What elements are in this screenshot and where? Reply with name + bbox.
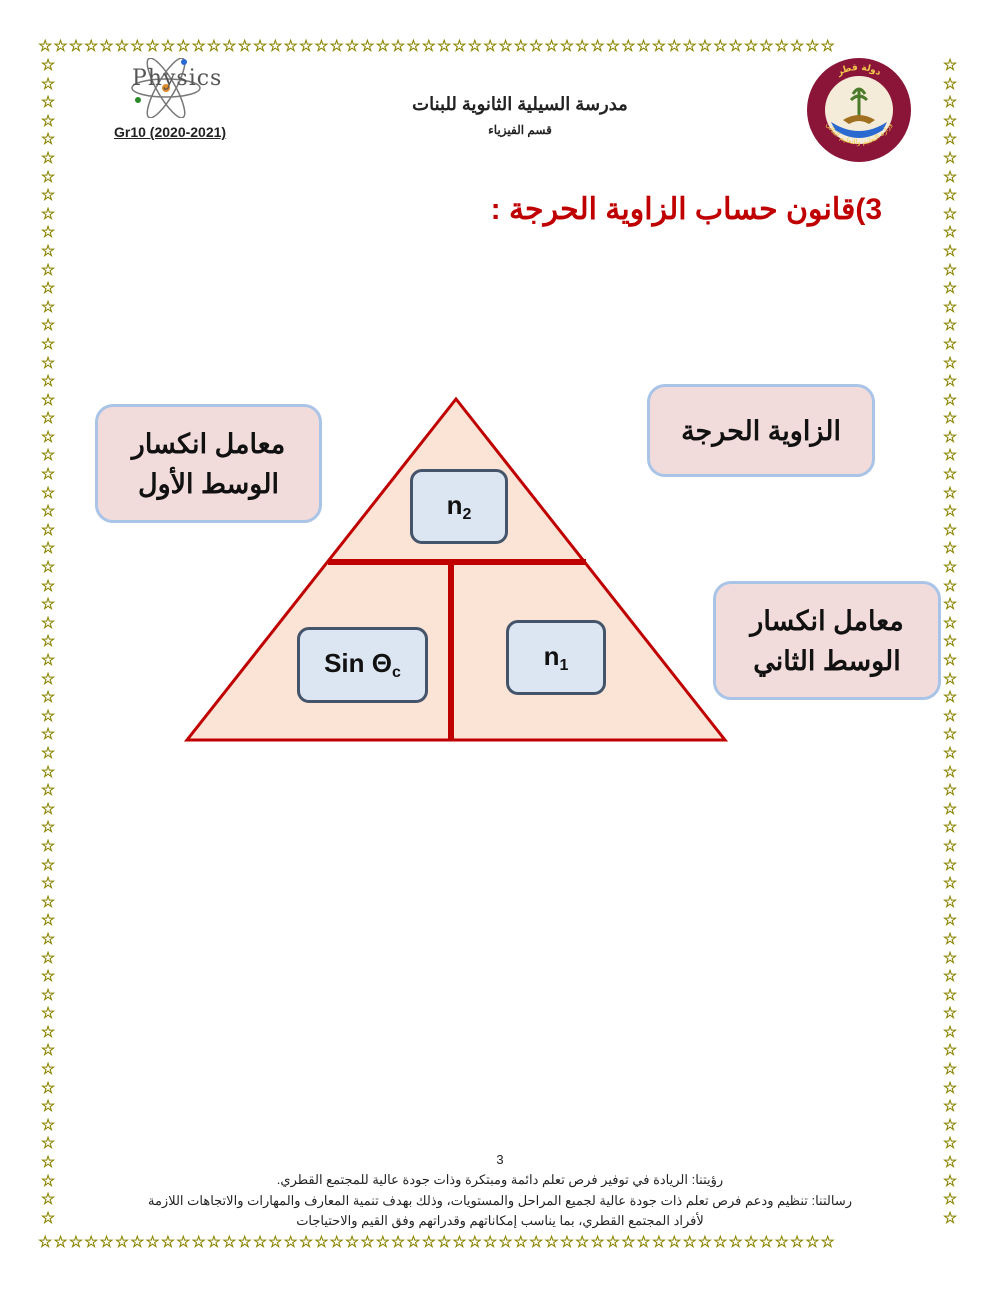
- star-icon: ☆: [40, 1003, 56, 1023]
- star-icon: ☆: [145, 36, 161, 55]
- star-icon: ☆: [942, 594, 958, 614]
- star-icon: ☆: [314, 36, 330, 55]
- sin-theta-c-box: [297, 627, 428, 703]
- star-icon: ☆: [40, 482, 56, 502]
- star-icon: ☆: [789, 1232, 806, 1251]
- star-icon: ☆: [40, 333, 56, 353]
- star-icon: ☆: [53, 36, 69, 55]
- star-icon: ☆: [329, 1232, 345, 1251]
- star-icon: ☆: [942, 1077, 958, 1097]
- star-icon: ☆: [283, 36, 299, 55]
- footer-mission-line2: لأفراد المجتمع القطري، بما يناسب إمكاناتهم وقدراتهم وفق القيم والاحتياجات: [296, 1213, 704, 1228]
- star-icon: ☆: [40, 780, 56, 800]
- star-icon: ☆: [40, 426, 56, 446]
- star-icon: ☆: [942, 166, 958, 186]
- star-icon: ☆: [314, 1232, 330, 1251]
- star-icon: ☆: [40, 73, 56, 93]
- star-icon: ☆: [820, 1232, 836, 1251]
- n1-variable: $n_1$: [543, 640, 569, 674]
- star-icon: ☆: [40, 1133, 56, 1153]
- star-icon: ☆: [942, 110, 958, 130]
- star-icon: ☆: [605, 1232, 622, 1251]
- star-icon: ☆: [942, 1189, 958, 1209]
- star-icon: ☆: [40, 910, 56, 930]
- star-icon: ☆: [360, 36, 376, 55]
- star-icon: ☆: [467, 1232, 483, 1251]
- star-icon: ☆: [942, 612, 958, 632]
- star-icon: ☆: [621, 1232, 637, 1251]
- star-icon: ☆: [544, 1232, 560, 1251]
- star-icon: ☆: [942, 947, 958, 967]
- star-icon: ☆: [40, 110, 56, 130]
- star-icon: ☆: [237, 36, 253, 55]
- star-icon: ☆: [40, 835, 56, 855]
- star-icon: ☆: [298, 36, 315, 55]
- star-icon: ☆: [942, 147, 958, 167]
- star-icon: ☆: [942, 1152, 958, 1172]
- star-icon: ☆: [636, 36, 652, 55]
- star-icon: ☆: [743, 36, 760, 55]
- star-icon: ☆: [743, 1232, 760, 1251]
- star-icon: ☆: [40, 464, 56, 484]
- star-icon: ☆: [68, 36, 85, 55]
- star-icon: ☆: [40, 594, 56, 614]
- star-icon: ☆: [206, 36, 223, 55]
- star-icon: ☆: [575, 1232, 591, 1251]
- second-medium-line2: الوسط الثاني: [753, 645, 901, 676]
- first-medium-line1: معامل انكسار: [131, 428, 286, 459]
- star-icon: ☆: [942, 333, 958, 353]
- star-icon: ☆: [942, 129, 958, 149]
- star-icon: ☆: [942, 538, 958, 558]
- star-icon: ☆: [636, 1232, 652, 1251]
- star-icon: ☆: [40, 240, 56, 260]
- star-icon: ☆: [942, 296, 958, 316]
- star-icon: ☆: [38, 36, 54, 55]
- star-icon: ☆: [942, 56, 958, 74]
- star-icon: ☆: [40, 203, 56, 223]
- star-icon: ☆: [942, 1170, 958, 1190]
- star-icon: ☆: [252, 36, 269, 55]
- star-icon: ☆: [942, 966, 958, 986]
- star-icon: ☆: [130, 36, 146, 55]
- star-icon: ☆: [942, 631, 958, 651]
- star-icon: ☆: [40, 557, 56, 577]
- seal-top-text: دولة قطر: [835, 62, 883, 79]
- star-icon: ☆: [40, 854, 56, 874]
- star-icon: ☆: [40, 1152, 56, 1172]
- star-icon: ☆: [344, 1232, 361, 1251]
- star-icon: ☆: [942, 650, 958, 669]
- star-icon: ☆: [99, 36, 115, 55]
- star-icon: ☆: [513, 36, 529, 55]
- star-icon: ☆: [40, 724, 56, 744]
- star-icon: ☆: [252, 1232, 269, 1251]
- department-name: قسم الفيزياء: [488, 123, 552, 137]
- star-icon: ☆: [40, 371, 56, 391]
- star-icon: ☆: [436, 36, 453, 55]
- star-icon: ☆: [40, 296, 56, 316]
- star-icon: ☆: [40, 1040, 56, 1060]
- star-icon: ☆: [942, 445, 958, 465]
- star-icon: ☆: [298, 1232, 315, 1251]
- star-icon: ☆: [942, 1133, 958, 1153]
- star-icon: ☆: [191, 1232, 207, 1251]
- star-icon: ☆: [667, 1232, 683, 1251]
- star-icon: ☆: [942, 835, 958, 855]
- star-icon: ☆: [40, 631, 56, 651]
- star-icon: ☆: [682, 36, 698, 55]
- star-icon: ☆: [40, 445, 56, 465]
- star-icon: ☆: [40, 1170, 56, 1190]
- star-icon: ☆: [697, 1232, 714, 1251]
- star-icon: ☆: [40, 575, 56, 595]
- star-icon: ☆: [942, 259, 958, 279]
- star-icon: ☆: [40, 147, 56, 167]
- star-icon: ☆: [436, 1232, 453, 1251]
- second-medium-line1: معامل انكسار: [750, 605, 904, 636]
- star-icon: ☆: [40, 873, 56, 893]
- critical-angle-text: الزاوية الحرجة: [681, 415, 841, 446]
- star-icon: ☆: [942, 1059, 958, 1079]
- star-icon: ☆: [40, 1096, 56, 1116]
- star-icon: ☆: [805, 1232, 821, 1251]
- star-icon: ☆: [820, 36, 836, 55]
- star-icon: ☆: [942, 501, 958, 521]
- star-icon: ☆: [529, 36, 545, 55]
- star-icon: ☆: [942, 1003, 958, 1023]
- star-icon: ☆: [114, 1232, 131, 1251]
- star-icon: ☆: [40, 92, 56, 112]
- star-icon: ☆: [40, 668, 56, 688]
- star-icon: ☆: [40, 1059, 56, 1079]
- star-icon: ☆: [667, 36, 683, 55]
- star-icon: ☆: [40, 259, 56, 279]
- footer-vision: رؤيتنا: الريادة في توفير فرص تعلم دائمة ومبتكرة وذات جودة عالية للمجتمع القطري.: [276, 1172, 724, 1187]
- star-icon: ☆: [268, 1232, 284, 1251]
- star-icon: ☆: [942, 817, 958, 837]
- star-icon: ☆: [942, 240, 958, 260]
- grade-label: Gr10 (2020-2021): [114, 124, 227, 140]
- star-icon: ☆: [942, 426, 958, 446]
- star-icon: ☆: [942, 724, 958, 744]
- star-icon: ☆: [360, 1232, 376, 1251]
- star-icon: ☆: [942, 928, 958, 948]
- page-number: 3: [496, 1152, 504, 1167]
- star-icon: ☆: [40, 928, 56, 948]
- star-icon: ☆: [344, 36, 361, 55]
- star-icon: ☆: [84, 1232, 100, 1251]
- star-icon: ☆: [191, 36, 207, 55]
- star-icon: ☆: [68, 1232, 85, 1251]
- star-icon: ☆: [99, 1232, 115, 1251]
- star-icon: ☆: [145, 1232, 161, 1251]
- star-icon: ☆: [53, 1232, 69, 1251]
- star-icon: ☆: [942, 464, 958, 484]
- star-icon: ☆: [390, 36, 407, 55]
- star-icon: ☆: [283, 1232, 299, 1251]
- star-icon: ☆: [40, 501, 56, 521]
- star-icon: ☆: [40, 1077, 56, 1097]
- star-icon: ☆: [467, 36, 483, 55]
- star-icon: ☆: [40, 966, 56, 986]
- star-icon: ☆: [942, 203, 958, 223]
- star-icon: ☆: [942, 984, 958, 1004]
- star-icon: ☆: [40, 984, 56, 1004]
- star-icon: ☆: [942, 389, 958, 409]
- star-icon: ☆: [452, 1232, 468, 1251]
- star-icon: ☆: [40, 761, 56, 781]
- star-icon: ☆: [421, 36, 437, 55]
- star-icon: ☆: [40, 408, 56, 428]
- star-icon: ☆: [774, 36, 790, 55]
- star-icon: ☆: [942, 408, 958, 428]
- star-icon: ☆: [406, 36, 422, 55]
- star-icon: ☆: [728, 1232, 744, 1251]
- star-icon: ☆: [575, 36, 591, 55]
- star-icon: ☆: [713, 36, 729, 55]
- star-icon: ☆: [942, 891, 958, 911]
- star-icon: ☆: [176, 36, 192, 55]
- star-icon: ☆: [942, 705, 958, 725]
- star-icon: ☆: [40, 650, 56, 669]
- star-icon: ☆: [114, 36, 131, 55]
- n2-variable: $n_2$: [446, 489, 472, 523]
- star-icon: ☆: [942, 1040, 958, 1060]
- star-icon: ☆: [942, 1207, 958, 1227]
- star-icon: ☆: [942, 222, 958, 242]
- star-icon: ☆: [40, 1189, 56, 1209]
- star-icon: ☆: [942, 352, 958, 372]
- star-icon: ☆: [621, 36, 637, 55]
- star-icon: ☆: [160, 36, 177, 55]
- star-icon: ☆: [590, 36, 606, 55]
- star-icon: ☆: [942, 557, 958, 577]
- star-icon: ☆: [942, 73, 958, 93]
- star-icon: ☆: [942, 92, 958, 112]
- section-heading: 3)قانون حساب الزاوية الحرجة :: [490, 193, 882, 226]
- star-icon: ☆: [329, 36, 345, 55]
- star-icon: ☆: [482, 36, 499, 55]
- star-icon: ☆: [40, 222, 56, 242]
- star-icon: ☆: [40, 1021, 56, 1041]
- star-icon: ☆: [40, 1114, 56, 1134]
- star-icon: ☆: [406, 1232, 422, 1251]
- star-icon: ☆: [40, 56, 56, 74]
- star-icon: ☆: [759, 1232, 775, 1251]
- star-icon: ☆: [942, 278, 958, 298]
- star-icon: ☆: [513, 1232, 529, 1251]
- star-icon: ☆: [774, 1232, 790, 1251]
- star-icon: ☆: [605, 36, 622, 55]
- star-icon: ☆: [942, 185, 958, 205]
- first-medium-line2: الوسط الأول: [138, 468, 279, 499]
- star-icon: ☆: [40, 612, 56, 632]
- star-icon: ☆: [942, 371, 958, 391]
- star-icon: ☆: [40, 185, 56, 205]
- star-icon: ☆: [40, 705, 56, 725]
- star-icon: ☆: [942, 668, 958, 688]
- star-icon: ☆: [942, 519, 958, 539]
- star-icon: ☆: [40, 129, 56, 149]
- star-icon: ☆: [942, 315, 958, 335]
- star-icon: ☆: [529, 1232, 545, 1251]
- star-icon: ☆: [942, 910, 958, 930]
- star-icon: ☆: [651, 36, 668, 55]
- star-icon: ☆: [176, 1232, 192, 1251]
- star-icon: ☆: [805, 36, 821, 55]
- star-icon: ☆: [40, 817, 56, 837]
- n1-box: [506, 620, 606, 695]
- star-icon: ☆: [40, 891, 56, 911]
- star-icon: ☆: [682, 1232, 698, 1251]
- star-icon: ☆: [713, 1232, 729, 1251]
- star-icon: ☆: [40, 538, 56, 558]
- star-icon: ☆: [40, 947, 56, 967]
- star-icon: ☆: [222, 1232, 238, 1251]
- star-icon: ☆: [375, 1232, 391, 1251]
- star-icon: ☆: [482, 1232, 499, 1251]
- star-icon: ☆: [789, 36, 806, 55]
- star-icon: ☆: [40, 278, 56, 298]
- star-icon: ☆: [375, 36, 391, 55]
- star-icon: ☆: [942, 1021, 958, 1041]
- star-icon: ☆: [40, 519, 56, 539]
- star-icon: ☆: [206, 1232, 223, 1251]
- star-icon: ☆: [498, 1232, 514, 1251]
- school-name: مدرسة السيلية الثانوية للبنات: [412, 94, 628, 114]
- star-icon: ☆: [942, 1096, 958, 1116]
- star-icon: ☆: [130, 1232, 146, 1251]
- star-icon: ☆: [651, 1232, 668, 1251]
- star-icon: ☆: [942, 687, 958, 707]
- star-icon: ☆: [697, 36, 714, 55]
- star-icon: ☆: [942, 798, 958, 818]
- n2-box: [410, 469, 508, 544]
- star-icon: ☆: [390, 1232, 407, 1251]
- star-icon: ☆: [40, 389, 56, 409]
- star-icon: ☆: [498, 36, 514, 55]
- star-icon: ☆: [942, 1114, 958, 1134]
- star-icon: ☆: [942, 873, 958, 893]
- star-icon: ☆: [84, 36, 100, 55]
- star-icon: ☆: [40, 166, 56, 186]
- star-icon: ☆: [40, 742, 56, 762]
- star-icon: ☆: [590, 1232, 606, 1251]
- seal-bottom-text: وزارة التعليم والتعليم العالي: [824, 121, 894, 147]
- star-icon: ☆: [942, 742, 958, 762]
- star-icon: ☆: [40, 315, 56, 335]
- star-icon: ☆: [942, 482, 958, 502]
- star-icon: ☆: [40, 798, 56, 818]
- star-icon: ☆: [40, 1207, 56, 1227]
- star-icon: ☆: [38, 1232, 54, 1251]
- star-icon: ☆: [942, 761, 958, 781]
- star-icon: ☆: [942, 575, 958, 595]
- star-icon: ☆: [421, 1232, 437, 1251]
- star-icon: ☆: [222, 36, 238, 55]
- star-icon: ☆: [942, 854, 958, 874]
- star-icon: ☆: [452, 36, 468, 55]
- star-icon: ☆: [759, 36, 775, 55]
- second-medium-label: [713, 581, 941, 700]
- star-icon: ☆: [942, 780, 958, 800]
- star-icon: ☆: [559, 36, 576, 55]
- star-icon: ☆: [544, 36, 560, 55]
- sin-theta-c-variable: Sin $\Theta_c$: [324, 648, 401, 681]
- first-medium-label: [95, 404, 322, 523]
- star-icon: ☆: [40, 352, 56, 372]
- critical-angle-label: [647, 384, 875, 477]
- star-icon: ☆: [160, 1232, 177, 1251]
- footer-mission-line1: رسالتنا: تنظيم ودعم فرص تعلم ذات جودة عالية لجميع المراحل والمستويات، وذلك بهدف تنمية المعارف والمهارات والاتجاهات اللازمة: [148, 1193, 852, 1208]
- star-icon: ☆: [237, 1232, 253, 1251]
- star-icon: ☆: [40, 687, 56, 707]
- physics-logo-text: Physics: [132, 66, 223, 91]
- star-icon: ☆: [728, 36, 744, 55]
- star-icon: ☆: [559, 1232, 576, 1251]
- star-icon: ☆: [268, 36, 284, 55]
